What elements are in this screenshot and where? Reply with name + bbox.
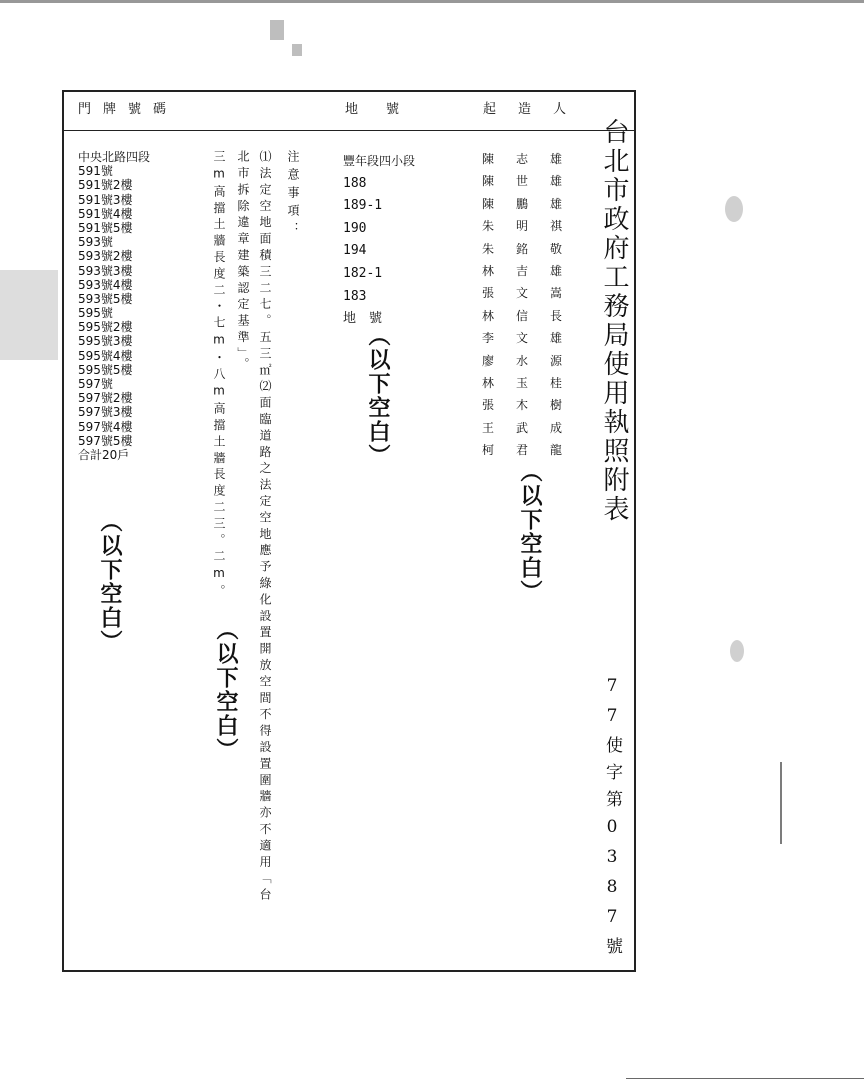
builder-name: 林吉雄 xyxy=(482,264,585,278)
builder-name: 陳志雄 xyxy=(482,152,585,166)
address-row: 595號3樓 xyxy=(78,334,133,349)
land-number-row: 188 xyxy=(343,175,367,191)
land-number-row: 豐年段四小段 xyxy=(343,154,416,168)
land-number-row: 194 xyxy=(343,243,367,259)
address-row: 591號2樓 xyxy=(78,178,133,193)
blank-stamp-address: （以下空白） xyxy=(97,510,122,654)
address-row: 593號5樓 xyxy=(78,291,133,306)
scan-speck xyxy=(725,196,743,222)
header-rule xyxy=(62,130,636,131)
address-row: 595號 xyxy=(78,306,113,321)
scan-speck xyxy=(0,0,864,3)
builder-name: 陳鵬雄 xyxy=(482,196,585,211)
notes-heading: 注意事項： xyxy=(286,150,300,240)
blank-stamp-builders: （以下空白） xyxy=(517,460,542,604)
builder-name: 柯君龍 xyxy=(482,443,585,458)
address-list xyxy=(78,150,150,462)
header-builder: 起造人 xyxy=(483,102,589,117)
address-row: 597號 xyxy=(78,377,113,391)
note-column-1: ⑴法定空地面積三二七。五三㎡⑵面臨道路之法定空地應予綠化設置開放空間不得設置圍牆亦不適用「台 xyxy=(258,150,272,905)
land-number-row: 地 號 xyxy=(343,311,383,327)
builder-name: 王武成 xyxy=(482,420,585,435)
scan-speck xyxy=(270,20,284,40)
blank-stamp-land: （以下空白） xyxy=(365,324,390,468)
address-row: 591號5樓 xyxy=(78,220,133,235)
address-row: 595號2樓 xyxy=(78,320,133,335)
header-address: 門牌號碼 xyxy=(78,102,179,117)
address-row: 593號 xyxy=(78,235,113,250)
builder-name: 陳世雄 xyxy=(482,174,585,189)
builder-name: 廖水源 xyxy=(482,353,585,368)
address-row: 593號4樓 xyxy=(78,277,133,292)
address-row: 591號4樓 xyxy=(78,206,133,221)
address-row: 595號4樓 xyxy=(78,348,133,363)
builder-name: 李文雄 xyxy=(482,331,585,346)
address-row: 597號4樓 xyxy=(78,419,133,434)
builder-name: 朱銘敬 xyxy=(482,241,585,256)
land-number-row: 189-1 xyxy=(343,198,383,214)
permit-number: 77使字第0387號 xyxy=(602,676,622,964)
address-row: 593號3樓 xyxy=(78,263,133,278)
address-row: 591號 xyxy=(78,164,113,179)
address-row: 597號2樓 xyxy=(78,391,133,406)
builder-name: 朱明祺 xyxy=(482,219,585,234)
note-column-2: 北市拆除違章建築認定基準」。 xyxy=(236,150,250,374)
land-number-row: 182-1 xyxy=(343,265,383,281)
address-row: 595號5樓 xyxy=(78,362,133,377)
address-row: 593號2樓 xyxy=(78,249,133,264)
scan-speck xyxy=(780,762,782,844)
address-row: 中央北路四段 xyxy=(78,150,151,164)
header-land: 地號 xyxy=(345,102,428,117)
scan-speck xyxy=(0,270,58,360)
land-number-list xyxy=(343,150,415,331)
address-row: 597號3樓 xyxy=(78,405,133,420)
note-column-3: 三m高擋土牆長度二・七m・八m高擋土牆長度二三。二m。 xyxy=(212,150,226,601)
address-total: 合計20戶 xyxy=(78,447,130,462)
scan-speck xyxy=(292,44,302,56)
blank-stamp-notes: （以下空白） xyxy=(213,618,238,762)
builder-name: 張木樹 xyxy=(482,398,585,413)
builder-name: 林信長 xyxy=(482,308,585,323)
address-row: 597號5樓 xyxy=(78,433,133,448)
builder-name: 張文嵩 xyxy=(482,286,585,301)
scan-speck xyxy=(730,640,744,662)
land-number-row: 190 xyxy=(343,220,367,236)
builder-name: 林玉桂 xyxy=(482,376,585,390)
address-row: 591號3樓 xyxy=(78,192,133,207)
land-number-row: 183 xyxy=(343,288,367,304)
document-title: 台北市政府工務局使用執照附表 xyxy=(599,118,629,524)
